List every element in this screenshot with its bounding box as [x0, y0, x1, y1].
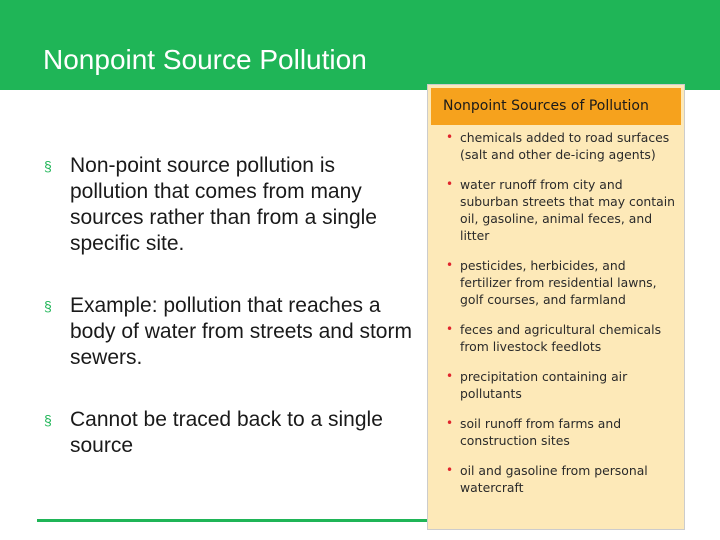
- red-dot-bullet-icon: •: [446, 258, 454, 272]
- bullet-item: [44, 153, 414, 257]
- panel-list: [446, 129, 678, 509]
- red-dot-bullet-icon: •: [446, 416, 454, 430]
- panel-item-text: pesticides, herbicides, and fertilizer from residential lawns, golf courses, and farmland: [460, 258, 657, 307]
- red-dot-bullet-icon: •: [446, 177, 454, 191]
- square-bullet-icon: §: [44, 412, 52, 428]
- panel-item-text: feces and agricultural chemicals from livestock feedlots: [460, 322, 662, 354]
- bullet-item: [44, 407, 414, 459]
- bullet-text: Non-point source pollution is pollution that comes from many sources rather than from a single specific site.: [70, 154, 377, 255]
- bottom-divider: [37, 519, 429, 522]
- panel-item-text: precipitation containing air pollutants: [460, 369, 628, 401]
- panel-item-text: oil and gasoline from personal watercraft: [460, 463, 648, 495]
- panel-list-item: [446, 176, 678, 244]
- bullet-text: Example: pollution that reaches a body of water from streets and storm sewers.: [70, 294, 412, 369]
- square-bullet-icon: §: [44, 298, 52, 314]
- panel-title: Nonpoint Sources of Pollution: [443, 98, 649, 114]
- panel-list-item: [446, 257, 678, 308]
- panel-item-text: soil runoff from farms and construction sites: [460, 416, 622, 448]
- bullet-text: Cannot be traced back to a single source: [70, 408, 383, 457]
- red-dot-bullet-icon: •: [446, 322, 454, 336]
- panel-list-item: [446, 415, 678, 449]
- title-band: [0, 0, 720, 90]
- bullet-item: [44, 293, 414, 371]
- panel-item-text: water runoff from city and suburban streets that may contain oil, gasoline, animal feces, and litter: [460, 177, 676, 243]
- panel-list-item: [446, 368, 678, 402]
- panel-header: [431, 88, 681, 125]
- square-bullet-icon: §: [44, 158, 52, 174]
- red-dot-bullet-icon: •: [446, 463, 454, 477]
- sources-panel: [427, 84, 685, 530]
- panel-list-item: [446, 462, 678, 496]
- red-dot-bullet-icon: •: [446, 130, 454, 144]
- red-dot-bullet-icon: •: [446, 369, 454, 383]
- panel-list-item: [446, 129, 678, 163]
- panel-list-item: [446, 321, 678, 355]
- panel-item-text: chemicals added to road surfaces (salt and other de-icing agents): [460, 130, 670, 162]
- bullet-list: [44, 153, 414, 459]
- slide-title: Nonpoint Source Pollution: [43, 44, 367, 75]
